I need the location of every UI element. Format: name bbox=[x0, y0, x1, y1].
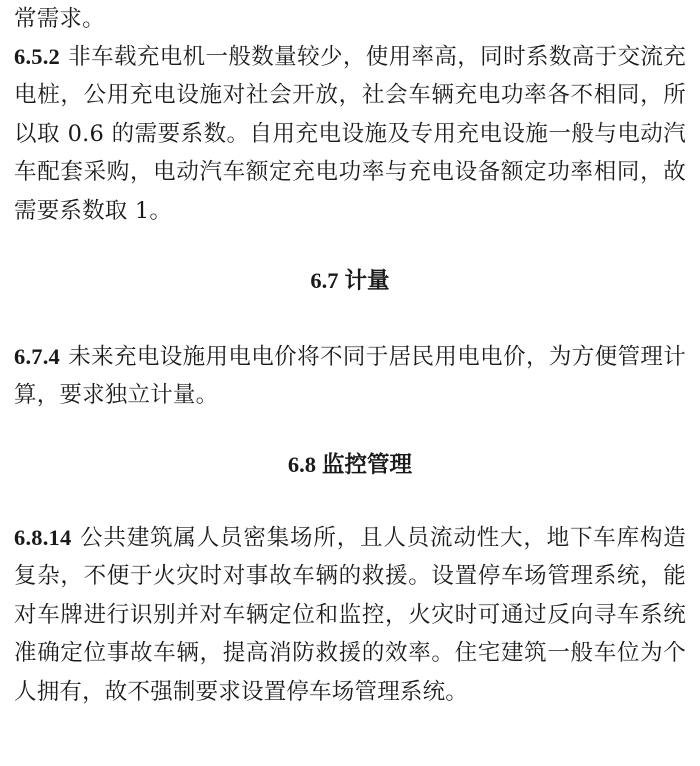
clause-6-7-4 bbox=[14, 338, 686, 415]
section-title: 计量 bbox=[344, 268, 390, 294]
section-number: 6.7 bbox=[310, 268, 339, 293]
clause-text: 未来充电设施用电电价将不同于居民用电电价，为方便管理计算，要求独立计量。 bbox=[14, 344, 686, 409]
section-heading-6-7 bbox=[14, 262, 686, 300]
continuation-text: 常需求。 bbox=[14, 6, 105, 32]
section-heading-6-8 bbox=[14, 446, 686, 484]
clause-number: 6.5.2 bbox=[14, 44, 60, 69]
section-title: 监控管理 bbox=[322, 452, 413, 478]
clause-6-5-2 bbox=[14, 38, 686, 230]
clause-number: 6.8.14 bbox=[14, 525, 72, 550]
section-number: 6.8 bbox=[287, 452, 317, 477]
clause-6-8-14 bbox=[14, 519, 686, 711]
clause-text: 非车载充电机一般数量较少，使用率高，同时系数高于交流充电桩，公用充电设施对社会开放，社会车辆充电功率各不相同，所以取 0.6 的需要系数。自用充电设施及专用充电设施一般与电动汽车配套采购，电动汽车额定充电功率与充电设备额定功率相同，故需要系数取 1。 bbox=[14, 44, 686, 224]
clause-number: 6.7.4 bbox=[14, 344, 60, 369]
clause-text: 公共建筑属人员密集场所，且人员流动性大，地下车库构造复杂，不便于火灾时对事故车辆的救援。设置停车场管理系统，能对车牌进行识别并对车辆定位和监控，火灾时可通过反向寻车系统准确定位事故车辆，提高消防救援的效率。住宅建筑一般车位为个人拥有，故不强制要求设置停车场管理系统。 bbox=[14, 525, 686, 705]
